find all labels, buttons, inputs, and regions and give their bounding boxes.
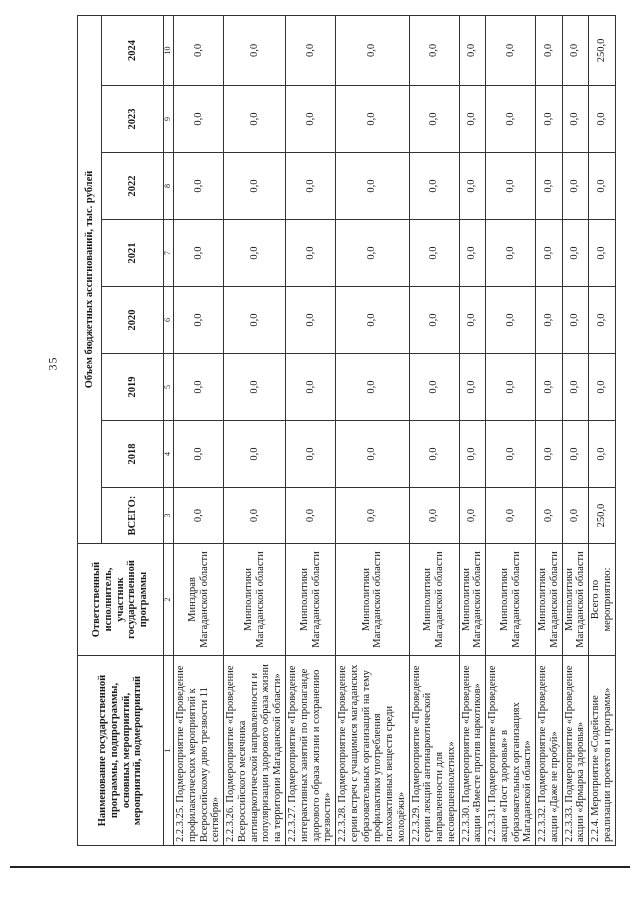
header-year: 2021	[102, 220, 164, 287]
table-row	[336, 15, 410, 845]
row-value: 0,0	[286, 86, 336, 153]
row-value: 0,0	[459, 220, 486, 287]
row-value: 0,0	[336, 86, 410, 153]
row-value: 0,0	[336, 421, 410, 488]
table-row	[589, 15, 616, 845]
row-value: 0,0	[486, 86, 536, 153]
row-value: 0,0	[174, 287, 224, 354]
row-value: 0,0	[536, 15, 563, 85]
column-index: 6	[164, 287, 174, 354]
row-value: 0,0	[562, 15, 589, 85]
row-value: 0,0	[336, 153, 410, 220]
row-value: 0,0	[336, 354, 410, 421]
row-responsible: Минполитики Магаданской области	[562, 544, 589, 656]
header-year: 2022	[102, 153, 164, 220]
row-value: 0,0	[589, 421, 616, 488]
row-responsible: Минполитики Магаданской области	[486, 544, 536, 656]
row-value: 0,0	[224, 287, 286, 354]
row-total: 0,0	[336, 488, 410, 544]
row-value: 0,0	[224, 86, 286, 153]
row-value: 0,0	[486, 15, 536, 85]
row-value: 0,0	[174, 15, 224, 85]
row-name: 2.2.3.30. Подмероприятие «Проведение акции «Вместе против наркотиков»	[459, 656, 486, 846]
row-value: 0,0	[286, 354, 336, 421]
row-total: 0,0	[174, 488, 224, 544]
row-total: 0,0	[286, 488, 336, 544]
row-total: 0,0	[224, 488, 286, 544]
page-number: 35	[45, 356, 60, 371]
table-row	[286, 15, 336, 845]
rotated-table-container	[77, 16, 613, 846]
row-responsible: Минполитики Магаданской области	[224, 544, 286, 656]
row-value: 0,0	[286, 421, 336, 488]
table-row	[486, 15, 536, 845]
header-year: 2020	[102, 287, 164, 354]
row-value: 0,0	[286, 153, 336, 220]
row-value: 0,0	[536, 220, 563, 287]
row-total: 250,0	[589, 488, 616, 544]
row-total: 0,0	[536, 488, 563, 544]
row-value: 0,0	[174, 220, 224, 287]
row-value: 0,0	[409, 354, 459, 421]
row-value: 0,0	[409, 86, 459, 153]
row-value: 0,0	[562, 421, 589, 488]
row-value: 0,0	[174, 421, 224, 488]
row-value: 0,0	[286, 287, 336, 354]
row-responsible: Минполитики Магаданской области	[286, 544, 336, 656]
row-value: 0,0	[536, 421, 563, 488]
row-name: 2.2.3.29. Подмероприятие «Проведение серии лекций антинаркотической направленности для несовершеннолетних»	[409, 656, 459, 846]
row-value: 0,0	[589, 354, 616, 421]
row-responsible: Минполитики Магаданской области	[336, 544, 410, 656]
row-responsible: Минполитики Магаданской области	[536, 544, 563, 656]
row-value: 0,0	[562, 153, 589, 220]
row-value: 0,0	[562, 287, 589, 354]
column-index: 8	[164, 153, 174, 220]
row-name: 2.2.4. Мероприятие «Содействие реализации проектов и программ»	[589, 656, 616, 846]
row-value: 0,0	[224, 15, 286, 85]
row-total: 0,0	[562, 488, 589, 544]
column-index: 4	[164, 421, 174, 488]
table-row	[536, 15, 563, 845]
row-value: 0,0	[486, 354, 536, 421]
bottom-rule	[10, 866, 630, 868]
row-value: 0,0	[459, 354, 486, 421]
column-index: 7	[164, 220, 174, 287]
row-name: 2.2.3.32. Подмероприятие «Проведение акции «Даже не пробуй»	[536, 656, 563, 846]
table-row	[224, 15, 286, 845]
row-value: 0,0	[589, 287, 616, 354]
column-index: 9	[164, 86, 174, 153]
row-name: 2.2.3.31. Подмероприятие «Проведение акции «Пост здоровья» в образовательных организациях Магаданской области»	[486, 656, 536, 846]
row-value: 0,0	[459, 15, 486, 85]
row-value: 0,0	[336, 287, 410, 354]
row-value: 0,0	[409, 15, 459, 85]
row-value: 0,0	[536, 86, 563, 153]
row-value: 0,0	[486, 287, 536, 354]
row-value: 0,0	[409, 220, 459, 287]
row-value: 0,0	[286, 220, 336, 287]
row-responsible: Минздрав Магаданской области	[174, 544, 224, 656]
column-index: 10	[164, 15, 174, 85]
header-row-1	[78, 15, 102, 845]
row-name: 2.2.3.26. Подмероприятие «Проведение Всероссийского месячника антинаркотической направленности и популяризации здорового образа жизни на территории Магаданской области»	[224, 656, 286, 846]
row-value: 0,0	[486, 421, 536, 488]
row-value: 0,0	[459, 153, 486, 220]
table-row	[174, 15, 224, 845]
row-responsible: Всего по мероприятию:	[589, 544, 616, 656]
row-value: 0,0	[562, 86, 589, 153]
row-value: 0,0	[409, 421, 459, 488]
column-index: 2	[164, 544, 174, 656]
row-value: 0,0	[174, 153, 224, 220]
row-value: 0,0	[336, 15, 410, 85]
row-responsible: Минполитики Магаданской области	[409, 544, 459, 656]
row-value: 0,0	[224, 220, 286, 287]
row-total: 0,0	[459, 488, 486, 544]
header-year: 2018	[102, 421, 164, 488]
table-row	[562, 15, 589, 845]
row-value: 0,0	[459, 287, 486, 354]
row-value: 0,0	[286, 15, 336, 85]
row-value: 0,0	[536, 287, 563, 354]
row-value: 0,0	[174, 354, 224, 421]
row-value: 0,0	[409, 287, 459, 354]
column-index: 3	[164, 488, 174, 544]
header-year: 2023	[102, 86, 164, 153]
row-total: 0,0	[486, 488, 536, 544]
row-value: 0,0	[536, 354, 563, 421]
row-name: 2.2.3.33. Подмероприятие «Проведение акции «Ярмарка здоровья»	[562, 656, 589, 846]
row-name: 2.2.3.27. Подмероприятие «Проведение интерактивных занятий по пропаганде здорового образа жизни и сохранению трезвости»	[286, 656, 336, 846]
row-value: 250,0	[589, 15, 616, 85]
row-value: 0,0	[224, 153, 286, 220]
header-year: 2019	[102, 354, 164, 421]
budget-table	[77, 15, 616, 846]
row-total: 0,0	[409, 488, 459, 544]
row-value: 0,0	[459, 86, 486, 153]
row-value: 0,0	[589, 86, 616, 153]
header-responsible: Ответственный исполнитель, участник государственной программы	[78, 544, 164, 656]
row-value: 0,0	[589, 220, 616, 287]
row-responsible: Минполитики Магаданской области	[459, 544, 486, 656]
row-name: 2.2.3.25. Подмероприятие «Проведение профилактических мероприятий к Всероссийскому дню трезвости 11 сентября»	[174, 656, 224, 846]
column-index: 1	[164, 656, 174, 846]
table-row	[409, 15, 459, 845]
row-value: 0,0	[589, 153, 616, 220]
header-budget: Объем бюджетных ассигнований, тыс. рублей	[78, 15, 102, 543]
row-name: 2.2.3.28. Подмероприятие «Проведение серии встреч с учащимися магаданских образовательных организаций на тему профилактики употребления психоактивных веществ среди молодёжи»	[336, 656, 410, 846]
row-value: 0,0	[486, 220, 536, 287]
column-index-row	[164, 15, 174, 845]
row-value: 0,0	[536, 153, 563, 220]
column-index: 5	[164, 354, 174, 421]
header-year: 2024	[102, 15, 164, 85]
row-value: 0,0	[174, 86, 224, 153]
row-value: 0,0	[562, 354, 589, 421]
row-value: 0,0	[562, 220, 589, 287]
row-value: 0,0	[409, 153, 459, 220]
row-value: 0,0	[224, 354, 286, 421]
row-value: 0,0	[459, 421, 486, 488]
header-name: Наименование государственной программы, подпрограммы, основных мероприятий, мероприятий, подмероприятий	[78, 656, 164, 846]
row-value: 0,0	[486, 153, 536, 220]
table-body	[174, 15, 616, 845]
header-total: ВСЕГО:	[102, 488, 164, 544]
table-row	[459, 15, 486, 845]
row-value: 0,0	[336, 220, 410, 287]
row-value: 0,0	[224, 421, 286, 488]
